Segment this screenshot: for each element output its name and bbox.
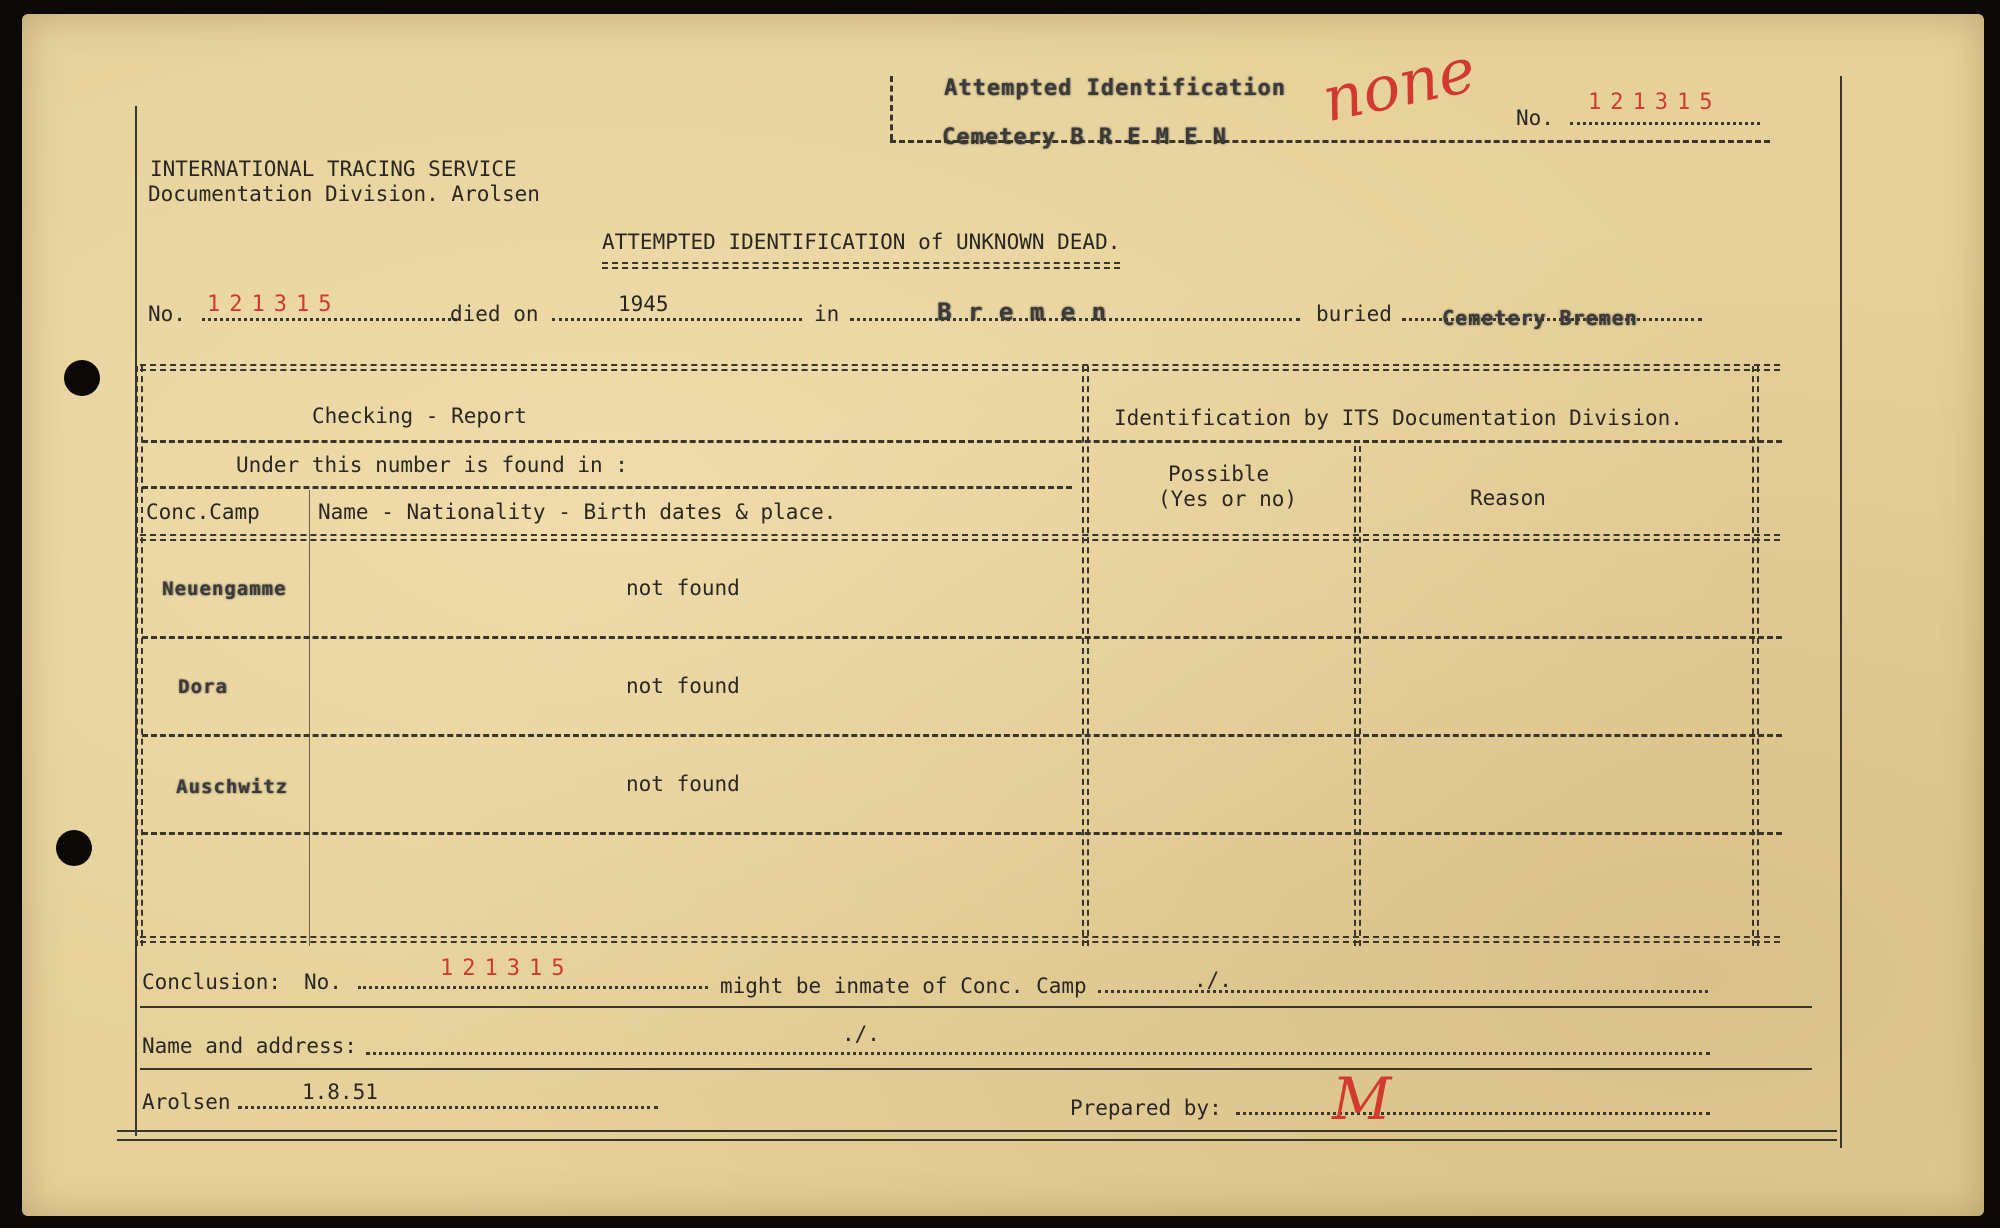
record-card (22, 14, 1984, 1216)
row-3-camp: Auschwitz (176, 776, 288, 798)
title-underline (602, 262, 1120, 269)
conclusion-rule (140, 1006, 1812, 1008)
conclusion-no-label: No. (304, 970, 342, 994)
died-label: died on (450, 302, 539, 326)
top-no-label: No. (1516, 106, 1554, 130)
footer-date-value: 1.8.51 (302, 1080, 378, 1104)
row-2-camp: Dora (178, 676, 228, 698)
table-camp-divider (309, 490, 310, 946)
page-title: ATTEMPTED IDENTIFICATION of UNKNOWN DEAD. (602, 230, 1121, 254)
table-center-divider (1082, 366, 1089, 946)
buried-value: Cemetery Bremen (1442, 306, 1638, 330)
table-bottom-border (140, 936, 1780, 943)
conclusion-no-dots (358, 986, 708, 989)
found-in-underline (142, 486, 1072, 489)
name-address-rule (140, 1068, 1812, 1070)
stamp-border (890, 76, 893, 140)
org-line-2: Documentation Division. Arolsen (148, 182, 540, 206)
top-no-dots (1570, 122, 1760, 125)
found-in-label: Under this number is found in : (236, 453, 628, 477)
inmate-label: might be inmate of Conc. Camp (720, 974, 1087, 998)
stamp-line-1: Attempted Identification (944, 76, 1286, 101)
row-1-divider (142, 636, 1782, 639)
top-no-value: 121315 (1588, 90, 1722, 115)
buried-label: buried (1316, 302, 1392, 326)
frame-bottom (117, 1130, 1837, 1132)
footer-place-label: Arolsen (142, 1090, 231, 1114)
col-possible-header-1: Possible (1168, 462, 1270, 486)
org-line-1: INTERNATIONAL TRACING SERVICE (150, 157, 517, 181)
name-address-value: ./. (842, 1022, 880, 1046)
punch-hole-top (64, 360, 100, 396)
header-divider (142, 440, 1782, 443)
checking-report-header: Checking - Report (312, 404, 527, 428)
record-no-label: No. (148, 302, 186, 326)
row-1-result: not found (626, 576, 740, 600)
row-2-divider (142, 734, 1782, 737)
table-right-border (1752, 366, 1759, 946)
col-possible-header-2: (Yes or no) (1158, 487, 1298, 511)
in-value: B r e m e n (937, 298, 1107, 326)
frame-right (1840, 76, 1842, 1148)
row-1-camp: Neuengamme (162, 578, 287, 600)
table-top-border (140, 364, 1780, 371)
conclusion-no-value: 121315 (440, 956, 574, 981)
stamp-line-2: Cemetery B R E M E N (942, 125, 1227, 150)
inmate-dots (1098, 990, 1708, 993)
died-value: 1945 (618, 292, 669, 316)
table-possible-divider (1354, 446, 1361, 946)
died-dots (552, 318, 802, 321)
prepared-by-dots (1236, 1112, 1710, 1115)
row-2-result: not found (626, 674, 740, 698)
punch-hole-bottom (56, 830, 92, 866)
stamp-underline (890, 140, 1770, 143)
prepared-by-label: Prepared by: (1070, 1096, 1222, 1120)
footer-date-dots (238, 1106, 658, 1109)
handwritten-none: none (1315, 32, 1482, 137)
col-name-header: Name - Nationality - Birth dates & place. (318, 500, 837, 524)
name-address-label: Name and address: (142, 1034, 357, 1058)
record-no-value: 121315 (207, 292, 341, 317)
table-left-border (136, 366, 143, 946)
record-no-dots (202, 318, 457, 321)
in-label: in (814, 302, 840, 326)
conclusion-label: Conclusion: (142, 970, 282, 994)
row-3-divider (142, 832, 1782, 835)
row-3-result: not found (626, 772, 740, 796)
name-address-dots (366, 1052, 1710, 1055)
col-reason-header: Reason (1470, 486, 1546, 510)
inmate-value: ./. (1194, 968, 1232, 992)
identification-header: Identification by ITS Documentation Division. (1114, 406, 1683, 430)
col-camp-header: Conc.Camp (146, 500, 260, 524)
header-bottom-border (140, 534, 1780, 541)
prepared-by-initial: M (1332, 1065, 1392, 1133)
frame-bottom-2 (117, 1139, 1837, 1141)
